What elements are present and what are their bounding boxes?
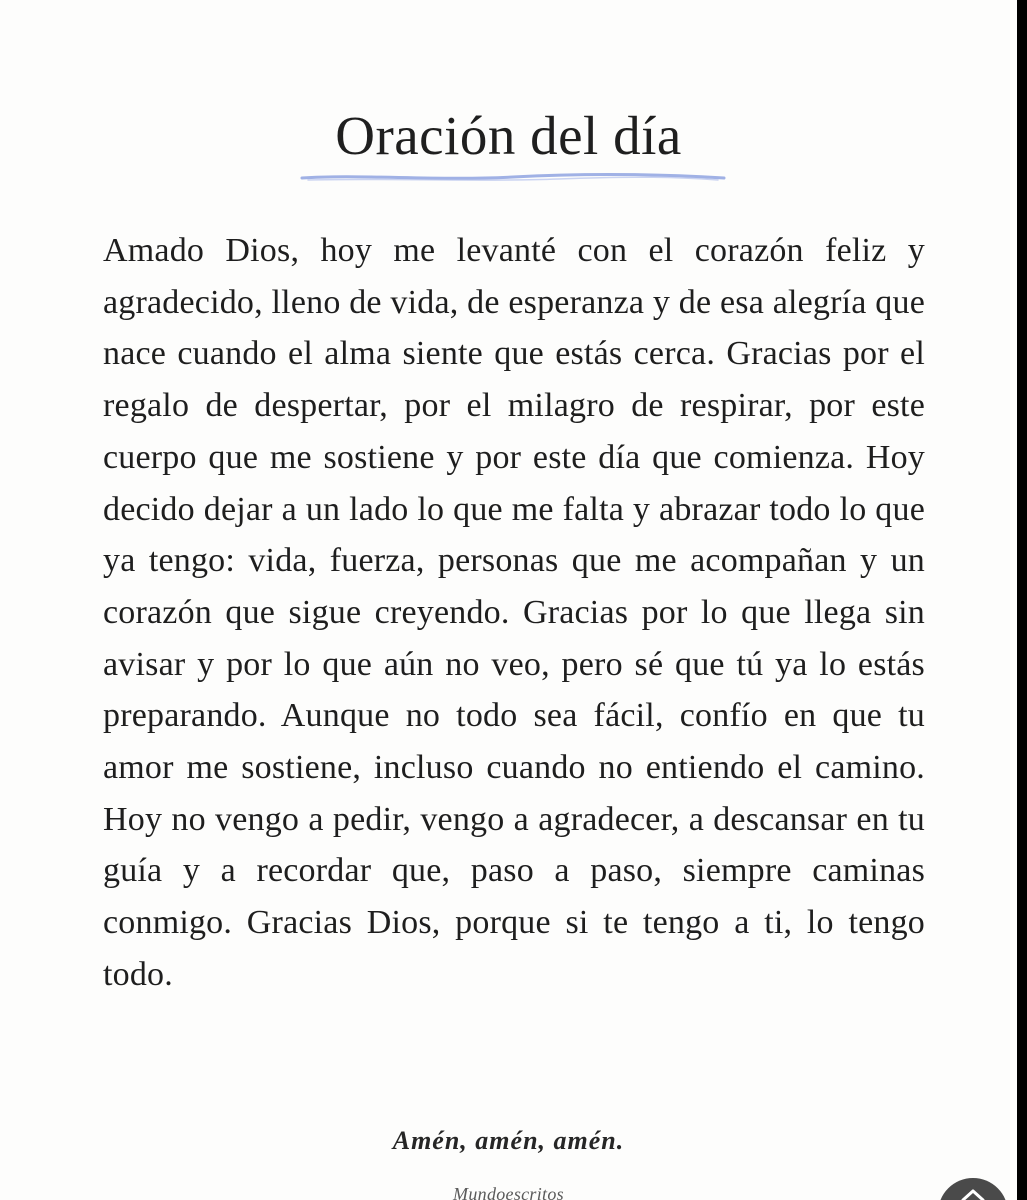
scroll-up-button[interactable]	[938, 1178, 1008, 1200]
signature: Mundoescritos	[453, 1184, 564, 1200]
prayer-body: Amado Dios, hoy me levanté con el corazón feliz y agradecido, lleno de vida, de esperanza y de esa alegría que nace cuando el alma siente que estás cerca. Gracias por el regalo de despertar, por el milagro de respirar, por este cuerpo que me sostiene y por este día que comienza. Hoy decido dejar a un lado lo que me falta y abrazar todo lo que ya tengo: vida, fuerza, personas que me acompañan y un corazón que sigue creyendo. Gracias por lo que llega sin avisar y por lo que aún no veo, pero sé que tú ya lo estás preparando. Aunque no todo sea fácil, confío en que tu amor me sostiene, incluso cuando no entiendo el camino. Hoy no vengo a pedir, vengo a agradecer, a descansar en tu guía y a recordar que, paso a paso, siempre caminas conmigo. Gracias Dios, porque si te tengo a ti, lo tengo todo.	[103, 232, 925, 993]
closing-line: Amén, amén, amén.	[392, 1126, 625, 1155]
chevron-up-icon	[960, 1187, 986, 1200]
title-underline	[298, 170, 728, 186]
page-title: Oración del día	[335, 105, 682, 166]
